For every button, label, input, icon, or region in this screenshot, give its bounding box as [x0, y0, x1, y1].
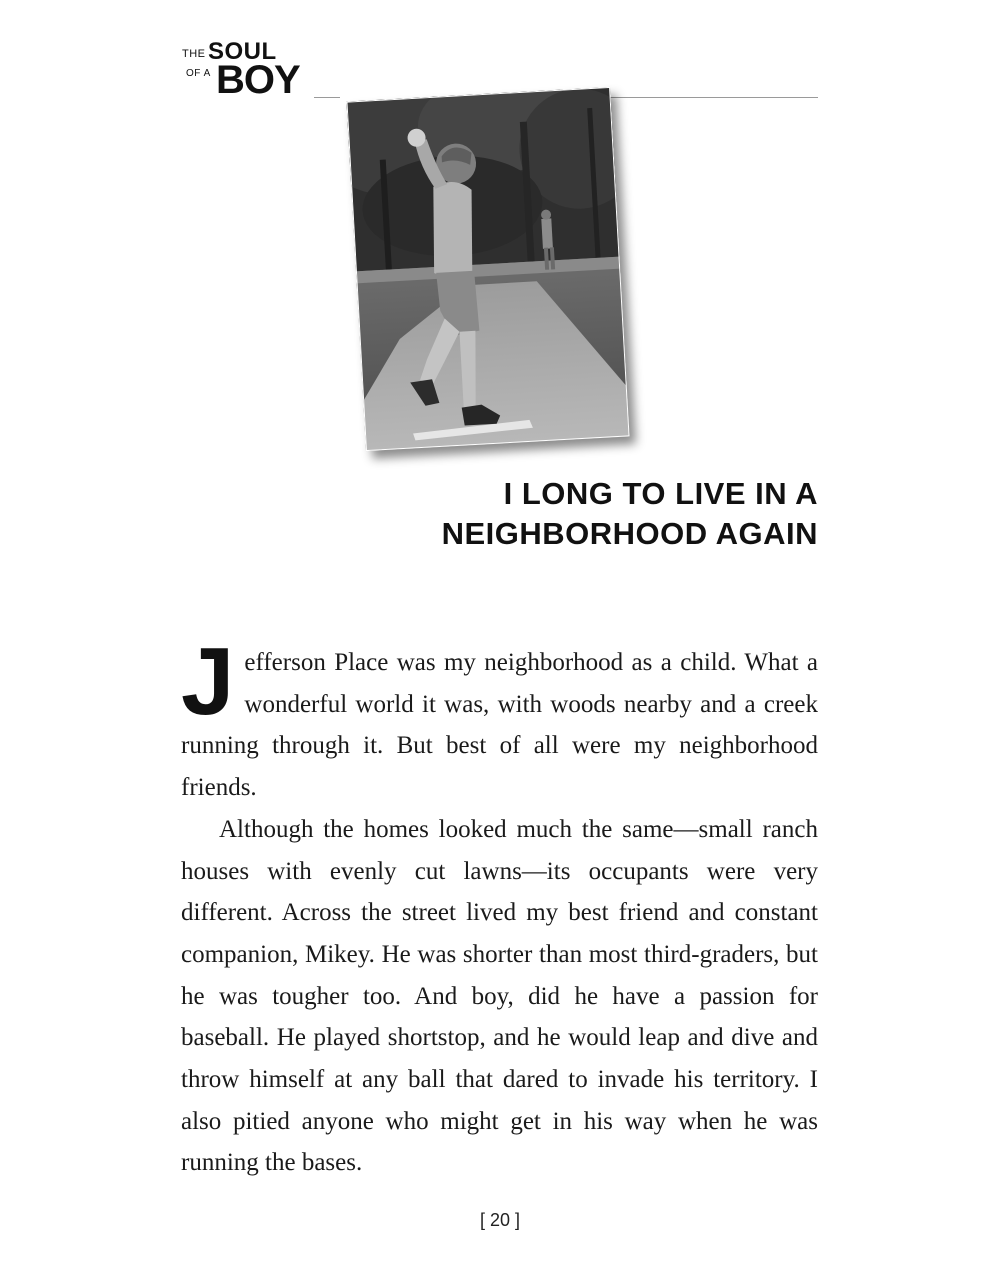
logo-of-a: OF A: [186, 68, 211, 79]
paragraph-1: [181, 628, 818, 809]
header-rule-left: [314, 97, 340, 98]
paragraph-1-text: efferson Place was my neighborhood as a child. What a wonderful world it was, with woods nearby and a creek running through it. But best of all were my neighborhood friends.: [181, 649, 818, 802]
page-number: [ 20 ]: [479, 1210, 521, 1230]
drop-cap: J: [181, 628, 235, 735]
logo-the: THE: [182, 48, 206, 60]
chapter-title-line-2: NEIGHBORHOOD AGAIN: [441, 516, 818, 551]
paragraph-2: Although the homes looked much the same—small ranch houses with evenly cut lawns—its occupants were very different. Across the street lived my best friend and constant companion, Mikey. He was shorter than most third-graders, but he was tougher too. And boy, did he have a passion for baseball. He played shortstop, and he would leap and dive and throw himself at any ball that dared to invade his territory. I also pitied anyone who might get in his way when he was running the bases.: [181, 815, 818, 1177]
book-logo: [180, 38, 310, 100]
chapter-title: [258, 474, 818, 554]
logo-boy: BOY: [216, 58, 300, 102]
header-rule-right: [608, 97, 818, 98]
photo-boy-pitching-baseball-icon: [346, 87, 629, 451]
chapter-body: [181, 628, 818, 1184]
chapter-title-line-1: I LONG TO LIVE IN A: [503, 476, 818, 511]
logo-soul: SOUL: [208, 38, 277, 65]
chapter-photo: [346, 87, 629, 451]
